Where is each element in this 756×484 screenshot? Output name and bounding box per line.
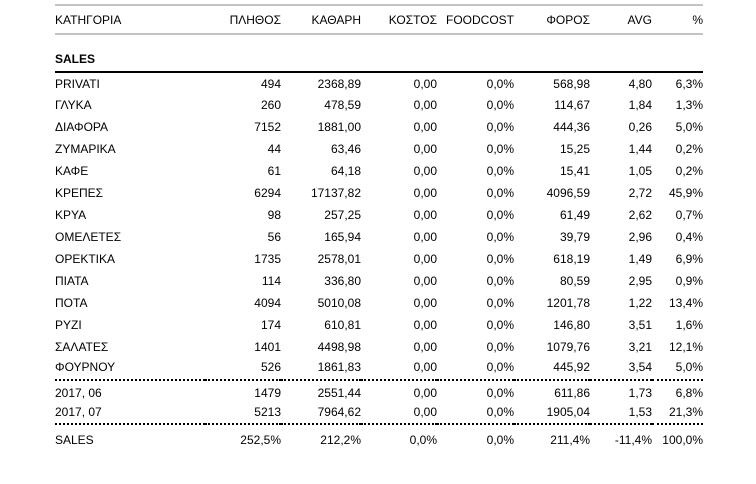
sales-report-table <box>55 4 703 450</box>
value-cell: 0,00 <box>413 296 437 310</box>
value-cell: 80,59 <box>559 274 590 288</box>
value-cell: 0,2% <box>675 142 703 156</box>
value-cell: 146,80 <box>553 318 590 332</box>
value-cell: 0,00 <box>413 340 437 354</box>
report-table-body <box>55 34 703 450</box>
value-cell: 6,3% <box>675 76 703 91</box>
category-cell: 2017, 07 <box>55 402 205 424</box>
value-cell: 2,96 <box>628 230 652 244</box>
value-cell: 6,9% <box>675 252 703 266</box>
value-cell: 1,6% <box>675 318 703 332</box>
value-cell: 1905,04 <box>514 402 590 424</box>
value-cell: 1,73 <box>628 385 652 400</box>
value-cell: 0,00 <box>413 142 437 156</box>
value-cell: 445,92 <box>514 358 590 380</box>
table-row <box>55 336 703 358</box>
table-row <box>55 116 703 138</box>
category-cell: ΡΥΖΙ <box>55 318 82 332</box>
value-cell: 4094 <box>254 296 281 310</box>
column-header-tax: ΦΟΡΟΣ <box>514 5 590 34</box>
value-cell: 0,7% <box>675 208 703 222</box>
category-cell: ΚΡΕΠΕΣ <box>55 186 104 200</box>
value-cell: 618,19 <box>553 252 590 266</box>
value-cell: 1881,00 <box>317 120 361 134</box>
value-cell: 114,67 <box>554 98 590 112</box>
table-row <box>55 226 703 248</box>
value-cell: 0,00 <box>413 318 437 332</box>
value-cell: 0,0% <box>486 274 514 288</box>
value-cell: 1401 <box>254 340 281 354</box>
table-row <box>55 72 703 94</box>
value-cell: 0,0% <box>486 164 514 178</box>
value-cell: 2,95 <box>628 274 652 288</box>
value-cell: 2,72 <box>628 186 652 200</box>
value-cell: 0,0% <box>486 76 514 91</box>
value-cell: 2,62 <box>628 208 652 222</box>
value-cell: 5010,08 <box>317 296 361 310</box>
column-header-avg: AVG <box>590 5 652 34</box>
value-cell: 0,2% <box>675 164 703 178</box>
column-header-foodcost: FOODCOST <box>437 5 514 34</box>
table-row <box>55 292 703 314</box>
value-cell: 526 <box>205 358 281 380</box>
table-row <box>55 204 703 226</box>
value-cell: 0,00 <box>413 208 437 222</box>
column-header-category: ΚΑΤΗΓΟΡΙΑ <box>55 5 205 34</box>
value-cell: 45,9% <box>668 186 703 200</box>
value-cell: 1,3% <box>675 98 703 112</box>
value-cell: 15,41 <box>559 164 590 178</box>
table-row <box>55 160 703 182</box>
value-cell: 56 <box>267 230 281 244</box>
value-cell: 212,2% <box>320 433 361 447</box>
category-cell: PRIVATI <box>55 76 100 91</box>
value-cell: 494 <box>260 76 281 91</box>
value-cell: 17137,82 <box>310 186 361 200</box>
value-cell: 0,0% <box>486 120 514 134</box>
total-row <box>55 424 703 450</box>
value-cell: 478,59 <box>324 98 361 112</box>
value-cell: 3,51 <box>628 318 652 332</box>
column-header-count: ΠΛΗΘΟΣ <box>205 5 281 34</box>
value-cell: 0,9% <box>675 274 703 288</box>
value-cell: 0,0% <box>437 402 514 424</box>
category-cell: ΚΑΦΕ <box>55 164 89 178</box>
value-cell: 1,22 <box>628 296 652 310</box>
table-row <box>55 94 703 116</box>
value-cell: 0,00 <box>361 358 437 380</box>
value-cell: -11,4% <box>614 433 652 447</box>
category-cell: ΠΟΤΑ <box>55 296 88 310</box>
category-cell: ΣΑΛΑΤΕΣ <box>55 340 109 354</box>
value-cell: 4096,59 <box>546 186 590 200</box>
value-cell: 0,00 <box>413 164 437 178</box>
value-cell: 114 <box>261 274 281 288</box>
value-cell: 1735 <box>254 252 281 266</box>
value-cell: 0,0% <box>486 296 514 310</box>
value-cell: 0,00 <box>413 252 437 266</box>
value-cell: 1,44 <box>628 142 652 156</box>
period-subtotal-row <box>55 380 703 402</box>
value-cell: 0,0% <box>486 433 514 447</box>
value-cell: 7152 <box>254 120 281 134</box>
value-cell: 0,0% <box>486 318 514 332</box>
table-row <box>55 270 703 292</box>
value-cell: 98 <box>267 208 281 222</box>
value-cell: 1479 <box>254 385 281 400</box>
value-cell: 0,26 <box>628 120 652 134</box>
value-cell: 64,18 <box>330 164 361 178</box>
value-cell: 21,3% <box>652 402 703 424</box>
value-cell: 3,54 <box>590 358 652 380</box>
value-cell: 0,0% <box>486 208 514 222</box>
value-cell: 1861,83 <box>281 358 361 380</box>
value-cell: 61,49 <box>559 208 590 222</box>
value-cell: 0,0% <box>486 186 514 200</box>
category-cell: 2017, 06 <box>55 385 102 400</box>
value-cell: 0,0% <box>486 252 514 266</box>
value-cell: 0,0% <box>437 358 514 380</box>
value-cell: 5,0% <box>675 120 703 134</box>
value-cell: 0,00 <box>413 274 437 288</box>
column-header-percent: % <box>652 5 703 34</box>
value-cell: 610,81 <box>324 318 361 332</box>
category-cell: ΓΛΥΚΑ <box>55 98 92 112</box>
value-cell: 3,21 <box>628 340 652 354</box>
value-cell: 0,0% <box>486 142 514 156</box>
category-cell: ΖΥΜΑΡΙΚΑ <box>55 142 116 156</box>
column-header-cost: ΚΟΣΤΟΣ <box>361 5 437 34</box>
value-cell: 1079,76 <box>546 340 590 354</box>
category-cell: ΔΙΑΦΟΡΑ <box>55 120 109 134</box>
value-cell: 0,00 <box>413 230 437 244</box>
period-subtotal-row <box>55 402 703 424</box>
value-cell: 0,0% <box>486 385 514 400</box>
value-cell: 174 <box>260 318 281 332</box>
value-cell: 211,4% <box>550 433 590 447</box>
value-cell: 5213 <box>205 402 281 424</box>
value-cell: 336,80 <box>324 274 361 288</box>
value-cell: 260 <box>260 98 281 112</box>
value-cell: 4498,98 <box>317 340 361 354</box>
value-cell: 1,53 <box>590 402 652 424</box>
value-cell: 12,1% <box>668 340 703 354</box>
category-cell: ΚΡΥΑ <box>55 208 87 222</box>
value-cell: 257,25 <box>324 208 361 222</box>
value-cell: 5,0% <box>652 358 703 380</box>
table-row <box>55 248 703 270</box>
value-cell: 0,00 <box>413 76 437 91</box>
value-cell: 6,8% <box>675 385 703 400</box>
value-cell: 0,0% <box>486 98 514 112</box>
value-cell: 39,79 <box>559 230 590 244</box>
value-cell: 61 <box>267 164 281 178</box>
section-header-row <box>55 34 703 72</box>
value-cell: 1,49 <box>628 252 652 266</box>
value-cell: 15,25 <box>559 142 590 156</box>
value-cell: 1,84 <box>628 98 652 112</box>
value-cell: 568,98 <box>553 76 590 91</box>
header-row <box>55 5 703 34</box>
value-cell: 13,4% <box>668 296 703 310</box>
value-cell: 252,5% <box>240 433 281 447</box>
value-cell: 44 <box>267 142 281 156</box>
value-cell: 611,86 <box>554 385 590 400</box>
category-cell: ΟΜΕΛΕΤΕΣ <box>55 230 122 244</box>
value-cell: 63,46 <box>330 142 361 156</box>
value-cell: 0,0% <box>486 340 514 354</box>
table-row <box>55 182 703 204</box>
category-cell: SALES <box>55 433 94 447</box>
value-cell: 0,00 <box>413 98 437 112</box>
value-cell: 4,80 <box>628 76 652 91</box>
value-cell: 6294 <box>254 186 281 200</box>
value-cell: 0,4% <box>675 230 703 244</box>
value-cell: 100,0% <box>662 433 703 447</box>
table-row <box>55 358 703 380</box>
table-row <box>55 314 703 336</box>
value-cell: 7964,62 <box>281 402 361 424</box>
value-cell: 0,00 <box>361 402 437 424</box>
value-cell: 2368,89 <box>317 76 361 91</box>
value-cell: 1201,78 <box>546 296 590 310</box>
value-cell: 444,36 <box>553 120 590 134</box>
value-cell: 0,00 <box>413 120 437 134</box>
value-cell: 2551,44 <box>317 385 361 400</box>
section-title: SALES <box>55 34 703 72</box>
category-cell: ΟΡΕΚΤΙΚΑ <box>55 252 116 266</box>
category-cell: ΠΙΑΤΑ <box>55 274 89 288</box>
value-cell: 0,00 <box>413 385 437 400</box>
value-cell: 0,0% <box>409 433 437 447</box>
value-cell: 165,94 <box>324 230 361 244</box>
value-cell: 0,00 <box>413 186 437 200</box>
value-cell: 0,0% <box>486 230 514 244</box>
value-cell: 1,05 <box>628 164 652 178</box>
column-header-net: ΚΑΘΑΡΗ <box>281 5 361 34</box>
value-cell: 2578,01 <box>317 252 361 266</box>
table-row <box>55 138 703 160</box>
category-cell: ΦΟΥΡΝΟΥ <box>55 358 205 380</box>
